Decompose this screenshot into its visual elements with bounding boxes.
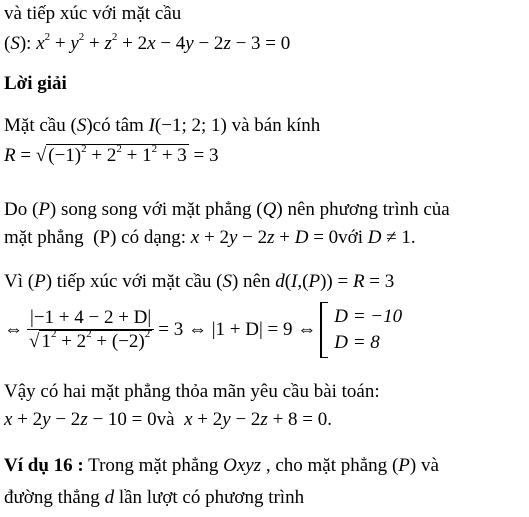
distance-fraction	[27, 307, 154, 354]
tangent-line: Vì (P) tiếp xúc với mặt cầu (S) nên d(I,(P)) = R = 3	[4, 271, 395, 292]
sphere-equation: (S): $x^2 + y^2 + z^2 + 2x - 4y - 2z - 3 = 0$	[4, 30, 291, 54]
solution-heading: Lời giải	[4, 73, 67, 94]
radius-line: R = √ $(-1)^2 + 2^2 + 1^2 + 3 = 3$	[4, 142, 219, 166]
equivalence-rest: = 3 ⇔ |1 + D| = 9 ⇔	[158, 319, 317, 340]
equivalence-line: ⇔ $\frac{|-1 + 4 - 2 + D|}{√ 1^2 + 2^2 + (-2)^2}$ = 3 ⇔ |1 + D| = 9 ⇔ D = −10 D = 8	[4, 302, 402, 358]
intro-line: và tiếp xúc với mặt cầu	[4, 3, 182, 24]
case-1: D = −10	[334, 306, 403, 327]
example-line-1: Ví dụ 16 : Trong mặt phẳng Oxyz , cho mặt phẳng (P) và	[4, 455, 439, 476]
conclusion-line-1: Vậy có hai mặt phẳng thỏa mãn yêu cầu bài toán:	[4, 381, 380, 402]
center-line: Mặt cầu (S)có tâm I(−1; 2; 1) và bán kính	[4, 115, 321, 136]
fraction-denominator: √ $1^2 + 2^2 + (-2)^2$	[29, 328, 151, 352]
fraction-numerator: |−1 + 4 − 2 + D|	[30, 306, 152, 328]
conclusion-line-2: x + 2y − 2z − 10 = 0và x + 2y − 2z + 8 = 0.	[4, 409, 332, 430]
example-line-2: đường thẳng d lần lượt có phương trình	[4, 487, 305, 508]
example-label: Ví dụ 16 :	[4, 455, 84, 476]
parallel-line-2: mặt phẳng (P) có dạng: x + 2y − 2z + D = 0với D ≠ 1.	[4, 227, 416, 248]
case-2: D = 8	[334, 332, 380, 353]
parallel-line-1: Do (P) song song với mặt phẳng (Q) nên phương trình của	[4, 199, 450, 220]
case-system	[320, 302, 402, 358]
